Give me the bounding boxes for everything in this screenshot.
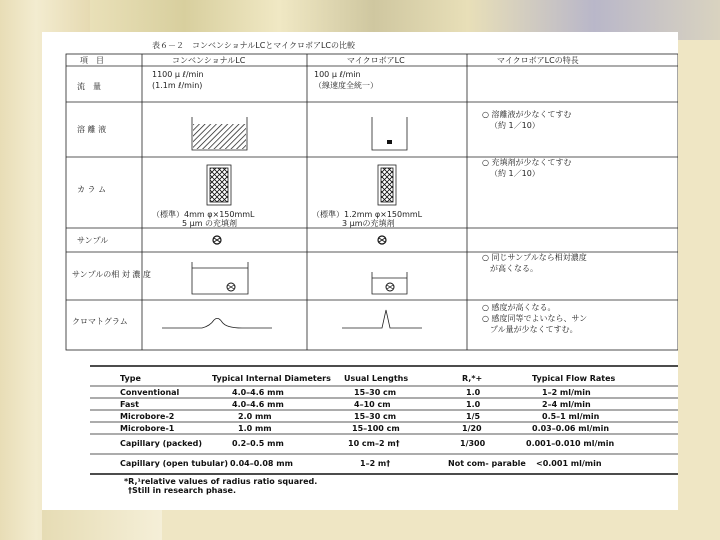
svg-text:15–100 cm: 15–100 cm bbox=[352, 424, 400, 433]
svg-text:Microbore-2: Microbore-2 bbox=[120, 412, 175, 421]
feature-column-1: ○ 充填剤が少なくてすむ bbox=[482, 158, 572, 167]
column-microbore-2: 3 μmの充填剤 bbox=[342, 219, 395, 228]
svg-text:Not com- parable: Not com- parable bbox=[448, 459, 526, 468]
svg-text:1/300: 1/300 bbox=[460, 439, 486, 448]
bottom-table-row bbox=[120, 388, 591, 397]
document-scan bbox=[42, 32, 678, 510]
svg-text:<0.001 ml/min: <0.001 ml/min bbox=[536, 459, 602, 468]
feature-eluent-1: ○ 溶離液が少なくてすむ bbox=[482, 110, 572, 119]
row-label-chromatogram: クロマトグラム bbox=[72, 317, 128, 326]
column-conventional-2: 5 μm の充填剤 bbox=[182, 219, 238, 228]
bottom-table-row bbox=[120, 439, 614, 448]
flow-microbore-1: 100 μ ℓ/min bbox=[314, 70, 361, 79]
feature-chromatogram-3: プル量が少なくてすむ。 bbox=[490, 325, 578, 334]
svg-text:15–30 cm: 15–30 cm bbox=[354, 388, 397, 397]
feature-chromatogram-2: ○ 感度同等でよいなら、サン bbox=[482, 314, 588, 323]
svg-text:0.04–0.08 mm: 0.04–0.08 mm bbox=[230, 459, 293, 468]
top-table-grid bbox=[66, 54, 678, 350]
feature-concentration-1: ○ 同じサンプルなら相対濃度 bbox=[482, 253, 587, 262]
svg-text:1–2 ml/min: 1–2 ml/min bbox=[542, 388, 591, 397]
table-title: 表６－２ コンベンショナルLCとマイクロボアLCの比較 bbox=[152, 41, 356, 50]
chromatogram-broad-peak bbox=[162, 318, 272, 328]
flow-microbore-2: （線速度全統一） bbox=[314, 81, 378, 90]
document-sheet bbox=[42, 32, 678, 510]
svg-text:1–2 m†: 1–2 m† bbox=[360, 459, 391, 468]
svg-text:2–4 ml/min: 2–4 ml/min bbox=[542, 400, 591, 409]
chromatogram-sharp-peak bbox=[342, 310, 422, 328]
svg-text:2.0 mm: 2.0 mm bbox=[238, 412, 272, 421]
col-header-flow: Typical Flow Rates bbox=[532, 374, 616, 383]
row-label-sample: サンプル bbox=[77, 236, 109, 245]
feature-eluent-2: （約 1／10） bbox=[490, 121, 540, 130]
svg-text:1.0: 1.0 bbox=[466, 400, 481, 409]
svg-text:Capillary (packed): Capillary (packed) bbox=[120, 439, 203, 448]
column-conventional-1: （標準）4mm φ×150mmL bbox=[152, 210, 255, 219]
svg-text:0.5–1 ml/min: 0.5–1 ml/min bbox=[542, 412, 600, 421]
svg-text:Capillary (open tubular): Capillary (open tubular) bbox=[120, 459, 229, 468]
row-label-column: カ ラ ム bbox=[77, 185, 107, 194]
svg-text:4–10 cm: 4–10 cm bbox=[354, 400, 391, 409]
header-conventional: コンベンショナルLC bbox=[172, 56, 246, 65]
col-header-type: Type bbox=[120, 374, 141, 383]
flow-conventional-2: (1.1m ℓ/min) bbox=[152, 81, 203, 90]
svg-text:1/5: 1/5 bbox=[466, 412, 481, 421]
column-large-icon bbox=[207, 165, 231, 205]
svg-text:1.0 mm: 1.0 mm bbox=[238, 424, 272, 433]
col-header-length: Usual Lengths bbox=[344, 374, 409, 383]
column-microbore-1: （標準）1.2mm φ×150mmL bbox=[312, 210, 423, 219]
svg-text:15–30 cm: 15–30 cm bbox=[354, 412, 397, 421]
bottom-table-row bbox=[120, 459, 602, 468]
background-footer bbox=[42, 510, 162, 540]
row-label-concentration: サンプルの相 対 濃 度 bbox=[72, 270, 151, 279]
header-feature: マイクロボアLCの特長 bbox=[497, 56, 579, 65]
svg-text:Fast: Fast bbox=[120, 400, 139, 409]
col-header-ratio: R,*+ bbox=[462, 374, 483, 383]
svg-text:1.0: 1.0 bbox=[466, 388, 481, 397]
vial-large-icon bbox=[192, 262, 248, 294]
bottom-table-row bbox=[120, 412, 600, 421]
column-small-icon bbox=[378, 165, 396, 205]
beaker-large-icon bbox=[192, 117, 247, 150]
header-item: 項 目 bbox=[80, 56, 104, 65]
vial-small-icon bbox=[372, 272, 407, 294]
sample-mark-conventional-icon bbox=[213, 236, 221, 244]
row-label-eluent: 溶 離 液 bbox=[77, 125, 107, 134]
sample-mark-microbore-icon bbox=[378, 236, 386, 244]
bottom-table-row bbox=[120, 400, 591, 409]
bottom-table-row bbox=[120, 424, 609, 433]
beaker-small-icon bbox=[372, 117, 407, 150]
svg-text:1/20: 1/20 bbox=[462, 424, 482, 433]
svg-text:0.2–0.5 mm: 0.2–0.5 mm bbox=[232, 439, 284, 448]
svg-text:4.0–4.6 mm: 4.0–4.6 mm bbox=[232, 400, 284, 409]
svg-text:Conventional: Conventional bbox=[120, 388, 180, 397]
svg-text:0.03–0.06 ml/min: 0.03–0.06 ml/min bbox=[532, 424, 610, 433]
feature-chromatogram-1: ○ 感度が高くなる。 bbox=[482, 303, 556, 312]
feature-concentration-2: が高くなる。 bbox=[490, 264, 538, 273]
header-microbore: マイクロボアLC bbox=[347, 56, 405, 65]
feature-column-2: （約 1／10） bbox=[490, 169, 540, 178]
footnote-radius-ratio: *R,¹relative values of radius ratio squared. bbox=[124, 477, 318, 486]
flow-conventional-1: 1100 μ ℓ/min bbox=[152, 70, 204, 79]
svg-text:Microbore-1: Microbore-1 bbox=[120, 424, 175, 433]
col-header-diameter: Typical Internal Diameters bbox=[212, 374, 331, 383]
svg-text:4.0–4.6 mm: 4.0–4.6 mm bbox=[232, 388, 284, 397]
svg-text:0.001–0.010 ml/min: 0.001–0.010 ml/min bbox=[526, 439, 615, 448]
svg-text:10 cm–2 m†: 10 cm–2 m† bbox=[348, 439, 400, 448]
row-label-flow: 流 量 bbox=[77, 82, 101, 91]
footnote-research: †Still in research phase. bbox=[128, 486, 236, 495]
